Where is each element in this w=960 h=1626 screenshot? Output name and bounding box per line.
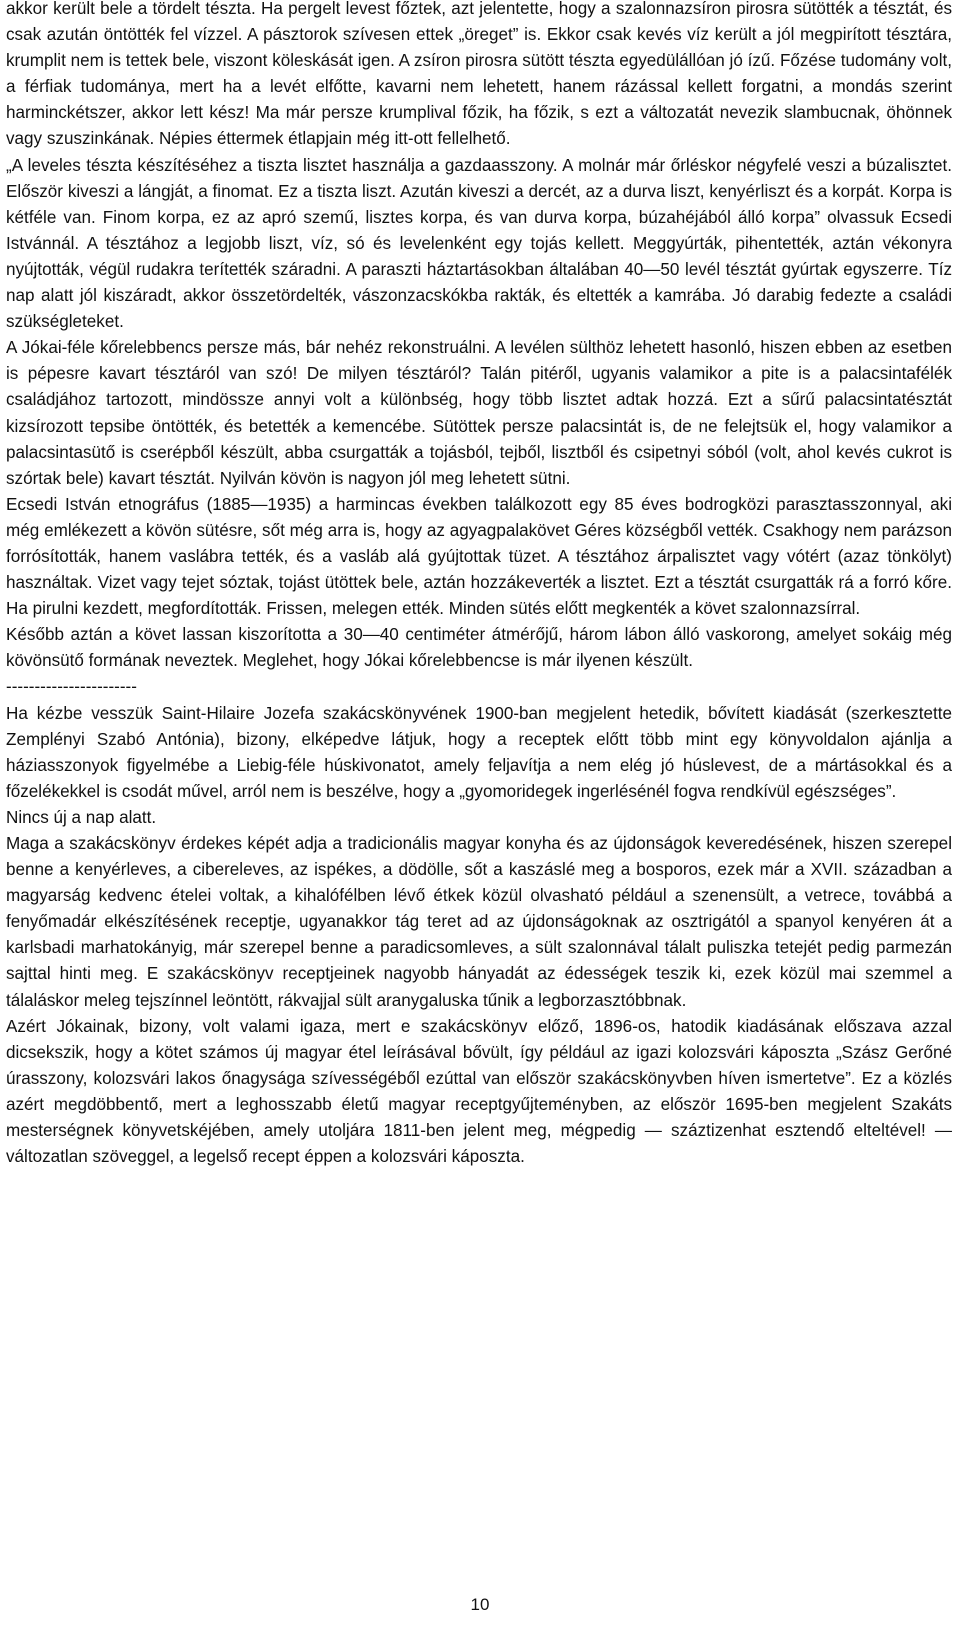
- paragraph-9: Azért Jókainak, bizony, volt valami igaza, mert e szakácskönyv előző, 1896-os, hatodik kiadásának előszava azzal dicsekszik, hogy a kötet számos új magyar étel leírásával bővült, így például az igazi kolozsvári káposzta „Szász Gerőné úrasszony, kolozsvári lakos őnagysága szívességéből ezúttal van először szakácskönyvben híven ismertetve”. Ez a közlés azért megdöbbentő, mert a leghosszabb életű magyar receptgyűjteményben, az először 1695-ben megjelent Szakáts mesterségnek könyvetskéjében, amely utoljára 1811-ben jelent meg, mégpedig — száztizenhat esztendő elteltével! — változatlan szöveggel, a legelső recept éppen a kolozsvári káposzta.: [6, 1016, 952, 1167]
- paragraph-8: Maga a szakácskönyv érdekes képét adja a tradicionális magyar konyha és az újdonságok keveredésének, hiszen szerepel benne a kenyérleves, a cibereleves, az ispékes, a dödölle, sőt a kaszáslé meg a bosporos, ezek már a XVII. században a magyarság kedvenc ételei voltak, a kihalófélben lévő étkek közül olvasható például a szenensült, a vetrece, továbbá a fenyőmadár elkészítésének receptje, ugyanakkor tág teret ad az újdonságoknak az osztrigától a spanyol kenyéren át a karlsbadi marhatokányig, már szerepel benne a paradicsomleves, a sült szalonnával tálalt puliszka tetejét pedig parmezán sajttal hinti meg. E szakácskönyv receptjeinek nagyobb hányadát az édességek teszik ki, ezek közül mai szemmel a tálaláskor meleg tejszínnel leöntött, rákvajjal sült aranygaluska tűnik a legborzasztóbbnak.: [6, 834, 952, 1010]
- paragraph-1: akkor került bele a tördelt tészta. Ha pergelt levest főztek, azt jelentette, hogy a szalonnazsíron pirosra sütötték a tésztát, és csak azután öntötték fel vízzel. A pásztorok szívesen ettek „öreget” is. Ekkor csak kevés víz került a jól megpirított tésztára, krumplit nem is tettek bele, viszont köleskását igen. A zsíron pirosra sütött tészta egyedülállóan jó ízű. Főzése tudomány volt, a férfiak tudománya, mert ha a levét elfőtte, kavarni nem lehetett, hanem rázással kellett forgatni, a mondás szerint harminckétszer, akkor lett kész! Ma már persze krumplival főzik, ha főzik, s ezt a változatát nevezik slambucnak, öhönnek vagy szuszinkának. Népies éttermek étlapjain még itt-ott fellelhető.: [6, 0, 952, 149]
- paragraph-7: Nincs új a nap alatt.: [6, 807, 157, 827]
- paragraph-6: Ha kézbe vesszük Saint-Hilaire Jozefa szakácskönyvének 1900-ban megjelent hetedik, bővített kiadását (szerkesztette Zemplényi Szabó Antónia), bizony, elképedve látjuk, hogy a receptek előtt több mint egy könyvoldalon ajánlja a háziasszonyok figyelmébe a Liebig-féle húskivonatot, amely feljavítja a nem elég jó húslevest, de a mártásokkal és a főzelékekkel is csodát művel, arról nem is beszélve, hogy a „gyomoridegek ingerlésénél fogva rendkívül egészséges”.: [6, 703, 952, 801]
- page-number: 10: [470, 1595, 490, 1614]
- section-separator: -----------------------: [6, 677, 137, 697]
- paragraph-4: Ecsedi István etnográfus (1885—1935) a harmincas években találkozott egy 85 éves bodrogközi parasztasszonnyal, aki még emlékezett a kövön sütésre, sőt még arra is, hogy az agyagpalakövet Géres községből vették. Csakhogy nem parázson forrósították, hanem vaslábra tették, és a vasláb alá gyújtottak tüzet. A tésztához árpalisztet vagy vótért (azaz tönkölyt) használtak. Vizet vagy tejet sóztak, tojást ütöttek bele, aztán hozzákeverték a lisztet. Ezt a tésztát csurgatták rá a forró kőre. Ha pirulni kezdett, megfordították. Frissen, melegen ették. Minden sütés előtt megkenték a követ szalonnazsírral.: [6, 494, 952, 619]
- document-page: [6, 0, 952, 1170]
- paragraph-5: Később aztán a követ lassan kiszorította a 30—40 centiméter átmérőjű, három lábon álló vaskorong, amelyet sokáig még kövönsütő formának neveztek. Meglehet, hogy Jókai kőrelebbencse is már ilyenen készült.: [6, 625, 952, 671]
- paragraph-3: A Jókai-féle kőrelebbencs persze más, bár nehéz rekonstruálni. A levélen sülthöz lehetett hasonló, hiszen ebben az esetben is pépesre kavart tésztáról van szó! De milyen tésztáról? Talán pitéről, ugyanis valamikor a pite is a palacsintafélék családjához tartozott, mindössze annyi volt a különbség, hogy több lisztet adtak hozzá. Ezt a sűrű palacsintatésztát kizsírozott tepsibe öntötték, és betették a kemencébe. Sütöttek persze palacsintát is, de ne felejtsük el, hogy valamikor a palacsintasütő is cserépből készült, abba csurgatták a tojásból, tejből, lisztből és csipetnyi sóból (volt, ahol kevés cukrot is szórtak bele) kavart tésztát. Nyilván kövön is nagyon jól meg lehetett sütni.: [6, 338, 952, 488]
- paragraph-2: „A leveles tészta készítéséhez a tiszta lisztet használja a gazdaasszony. A molnár már őrléskor négyfelé veszi a búzalisztet. Először kiveszi a lángját, a finomat. Ez a tiszta liszt. Azután kiveszi a dercét, az a durva liszt, kenyérliszt és a korpát. Korpa is kétféle van. Finom korpa, ez az apró szemű, lisztes korpa, és van durva korpa, búzahéjából álló korpa” olvassuk Ecsedi Istvánnál. A tésztához a legjobb liszt, víz, só és levelenként egy tojás kellett. Meggyúrták, pihentették, aztán vékonyra nyújtották, végül rudakra terítették száradni. A paraszti háztartásokban általában 40—50 levél tésztát gyúrtak egyszerre. Tíz nap alatt jól kiszáradt, akkor összetördelték, vászonzacskókba rakták, és eltették a kamrába. Jó darabig fedezte a családi szükségleteket.: [6, 155, 952, 332]
